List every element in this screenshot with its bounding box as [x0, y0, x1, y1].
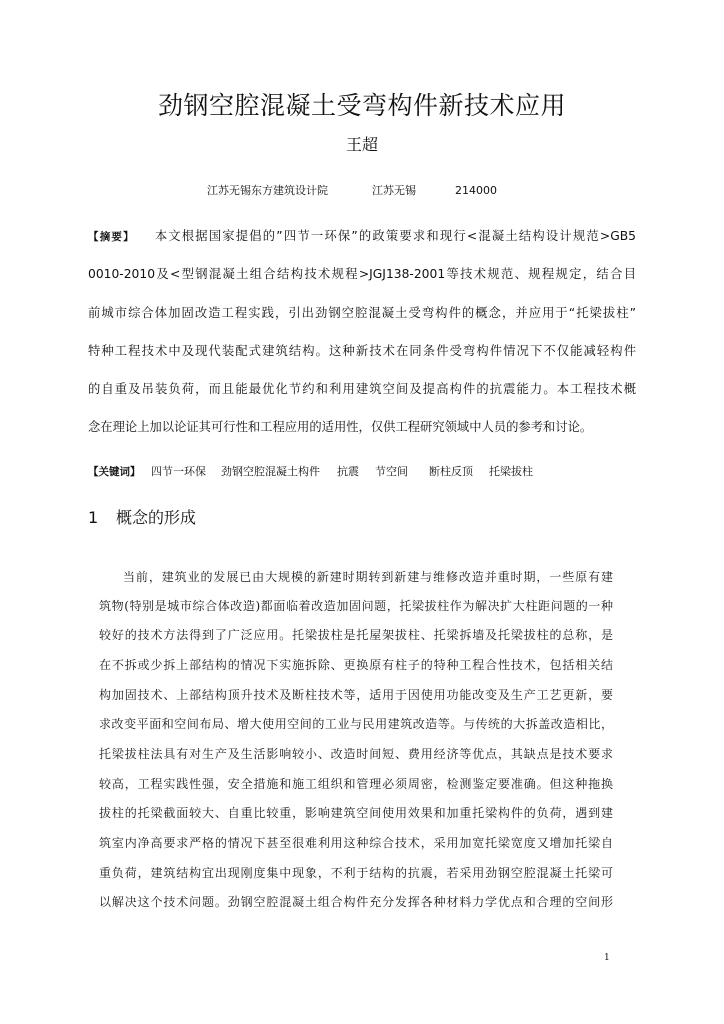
abstract-line: 0010-2010及<型钢混凝土组合结构技术规程>JGJ138-2001等技术规范、规程规定，结合目	[88, 267, 636, 281]
keywords-label: 【关键词】	[88, 466, 141, 478]
keyword: 四节一环保	[151, 465, 206, 478]
keyword: 托梁拔柱	[489, 465, 533, 478]
keyword: 节空间	[375, 465, 408, 478]
abstract-line: 的自重及吊装负荷，而且能最优化节约和利用建筑空间及提高构件的抗震能力。本工程技术概	[88, 382, 636, 396]
section-heading	[88, 507, 196, 529]
abstract-line	[88, 227, 636, 246]
keyword: 断柱反顶	[429, 465, 473, 478]
paper-title: 劲钢空腔混凝土受弯构件新技术应用	[157, 91, 566, 120]
section-title: 概念的形成	[116, 508, 197, 527]
body-line: 筑室内净高要求严格的情况下甚至很难利用这种综合技术，采用加宽托梁宽度又增加托梁自	[99, 836, 613, 850]
body-line: 构加固技术、上部结构顶升技术及断柱技术等，适用于因使用功能改变及生产工艺更新，要	[99, 688, 613, 702]
keyword: 抗震	[337, 465, 359, 478]
abstract-text: 本文根据国家提倡的”四节一环保”的政策要求和现行<混凝土结构设计规范>GB5	[154, 229, 637, 243]
body-line: 筑物(特别是城市综合体改造)都面临着改造加固问题，托梁拔柱作为解决扩大柱距问题的一种	[99, 599, 613, 613]
author-name: 王超	[345, 135, 378, 154]
abstract-line: 前城市综合体加固改造工程实践，引出劲钢空腔混凝土受弯构件的概念，并应用于“托梁拔柱”	[88, 306, 636, 320]
keyword: 劲钢空腔混凝土构件	[221, 465, 320, 478]
body-line: 求改变平面和空间布局、增大使用空间的工业与民用建筑改造等。与传统的大拆盖改造相比，	[99, 717, 613, 731]
body-line: 重负荷，建筑结构宜出现刚度集中现象，不利于结构的抗震，若采用劲钢空腔混凝土托梁可	[99, 866, 613, 880]
abstract-line: 特种工程技术中及现代装配式建筑结构。这种新技术在同条件受弯构件情况下不仅能减轻构件	[88, 344, 636, 358]
affiliation-city: 江苏无锡	[372, 184, 416, 197]
affiliation-postcode: 214000	[455, 184, 497, 197]
body-line: 较好的技术方法得到了广泛应用。托梁拔柱是托屋架拔柱、托梁拆墙及托梁拔柱的总称，是	[99, 628, 613, 642]
abstract-label: 【摘要】	[88, 231, 135, 243]
body-line: 在不拆或少拆上部结构的情况下实施拆除、更换原有柱子的特种工程合性技术，包括相关结	[99, 658, 613, 672]
body-line: 拔柱的托梁截面较大、自重比较重，影响建筑空间使用效果和加重托梁构件的负荷，遇到建	[99, 806, 613, 820]
page-number: 1	[604, 953, 610, 963]
body-line: 当前，建筑业的发展已由大规模的新建时期转到新建与维修改造并重时期，一些原有建	[123, 570, 613, 584]
abstract-line: 念在理论上加以论证其可行性和工程应用的适用性，仅供工程研究领域中人员的参考和讨论。	[88, 420, 593, 434]
body-line: 较高，工程实践性强，安全措施和施工组织和管理必须周密，检测鉴定要准确。但这种拖换	[99, 777, 613, 791]
affiliation-institute: 江苏无锡东方建筑设计院	[207, 184, 328, 197]
section-number: 1	[88, 508, 99, 527]
body-line: 以解决这个技术问题。劲钢空腔混凝土组合构件充分发挥各种材料力学优点和合理的空间形	[99, 895, 613, 909]
body-line: 托梁拔柱法具有对生产及生活影响较小、改造时间短、费用经济等优点，其缺点是技术要求	[99, 747, 613, 761]
